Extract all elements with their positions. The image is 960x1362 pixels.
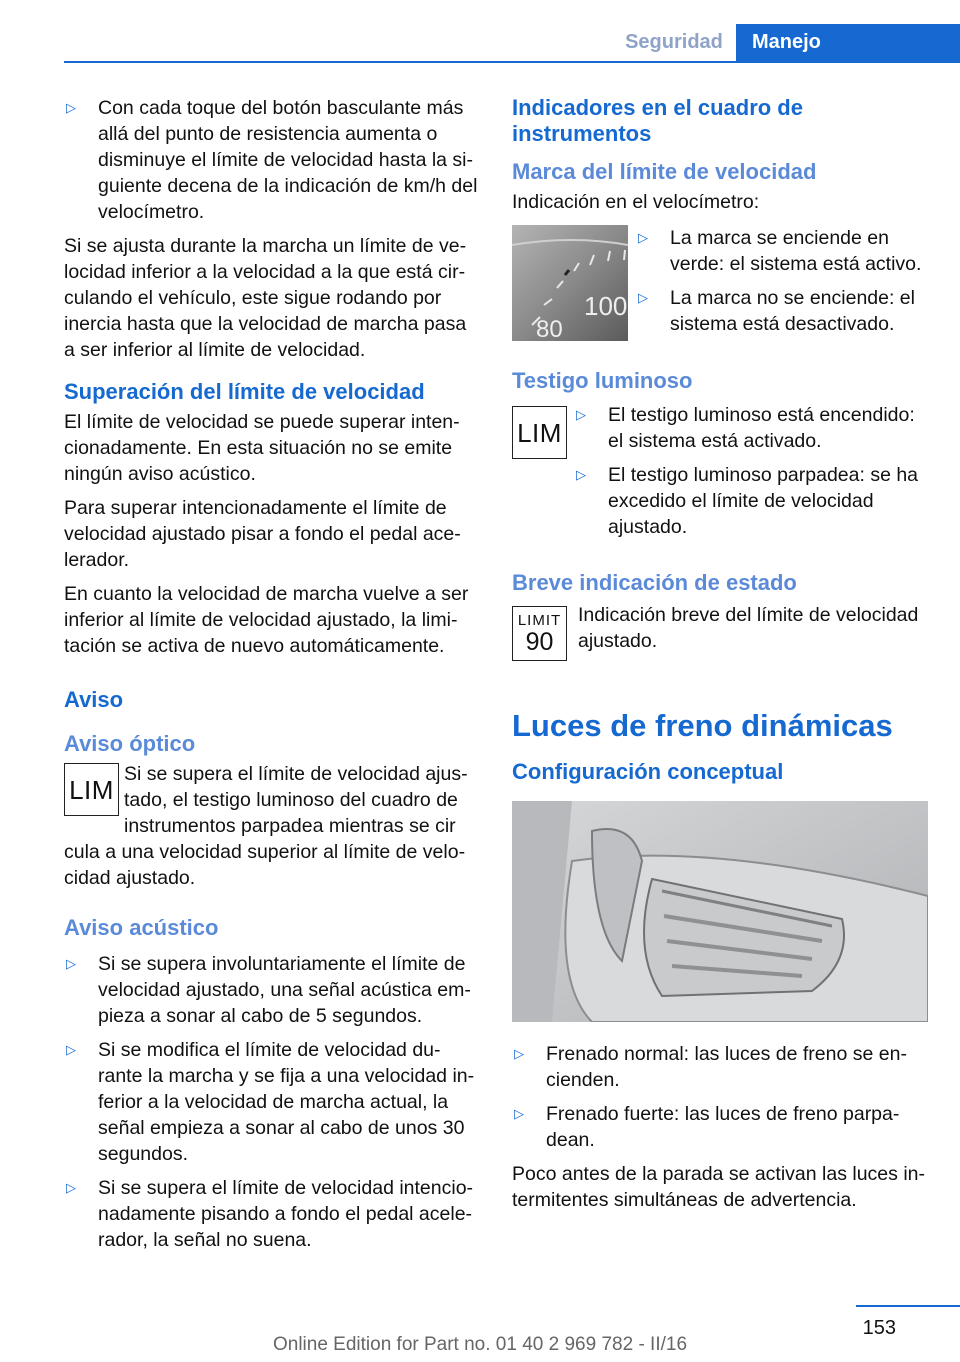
list-item (64, 951, 478, 1029)
paragraph: cula a una velocidad superior al límite de velocidad ajustado. (64, 841, 466, 889)
paragraph: Para superar intencionadamente el límite de velocidad ajustado pisar a fondo el pedal acelerador. (64, 497, 461, 571)
bullet-text: El testigo luminoso parpadea: se ha excedido el límite de velocidad ajustado. (608, 464, 919, 538)
footer-edition: Online Edition for Part no. 01 40 2 969 782 - II/16 (272, 1334, 688, 1355)
limit-90-icon (512, 606, 567, 661)
lim-indicator (512, 402, 574, 548)
speedometer-block (512, 225, 928, 348)
lim-warning-icon (64, 763, 119, 816)
list-item (512, 1101, 928, 1153)
bullet-triangle-icon: ▷ (576, 467, 586, 482)
lim-icon-label: LIM (69, 774, 114, 805)
limit-icon-line1: LIMIT (517, 611, 562, 629)
breve-block (512, 602, 928, 661)
section-heading: Aviso (64, 687, 124, 712)
list-item (64, 95, 478, 225)
lim-icon-label: LIM (517, 417, 562, 448)
testigo-block (512, 402, 928, 548)
paragraph: El límite de velocidad se puede superar intencionadamente. En esta situación no se emite ningún aviso acústico. (64, 411, 460, 485)
bullet-triangle-icon: ▷ (66, 1042, 76, 1057)
list-item (636, 285, 928, 337)
page-number: 153 (862, 1317, 896, 1339)
paragraph: En cuanto la velocidad de marcha vuelve a ser inferior al límite de velocidad ajustado, la limitación se activa de nuevo automáticamente. (64, 583, 469, 657)
paragraph: Si se ajusta durante la marcha un límite de velocidad inferior a la velocidad a la que está circulando el vehículo, este sigue rodando por inercia hasta que la velocidad de marcha pasa a ser inferior al límite de velocidad. (64, 235, 467, 361)
section-heading: Indicadores en el cuadro de instrumentos (512, 95, 803, 146)
paragraph: Si se supera el límite de velocidad ajustado, el testigo luminoso del cuadro de instrumentos parpadea mientras se cir (124, 763, 468, 837)
bullet-text: La marca no se enciende: el sistema está desactivado. (670, 287, 915, 335)
chapter-heading: Luces de freno dinámicas (512, 708, 893, 743)
list-item (512, 1041, 928, 1093)
bullet-text: El testigo luminoso está encendido: el sistema está activado. (608, 404, 915, 452)
section-heading: Configuración conceptual (512, 759, 784, 784)
header-rule (64, 61, 960, 63)
bullet-text: Con cada toque del botón basculante más allá del punto de resistencia aumenta o disminuye el límite de velocidad hasta la siguiente decena de la indicación de km/h del velocímetro. (98, 97, 478, 223)
bullet-triangle-icon: ▷ (66, 100, 76, 115)
subsection-heading: Aviso óptico (64, 731, 196, 756)
speedo-label-100: 100 (584, 291, 628, 321)
bullet-triangle-icon: ▷ (576, 407, 586, 422)
limit-indicator (512, 602, 578, 661)
list-item (64, 1175, 478, 1253)
subsection-heading: Testigo luminoso (512, 368, 693, 393)
tab-seguridad[interactable]: Seguridad (612, 24, 736, 61)
bullet-text: Si se supera el límite de velocidad intencionadamente pisando a fondo el pedal acelerador, la señal no suena. (98, 1177, 474, 1251)
speedometer-image-wrap (512, 225, 636, 348)
paragraph: Poco antes de la parada se activan las luces intermitentes simultáneas de advertencia. (512, 1163, 926, 1211)
subsection-heading: Breve indicación de estado (512, 570, 797, 595)
right-column (512, 95, 928, 1221)
list-item (574, 462, 928, 540)
bullet-triangle-icon: ▷ (638, 230, 648, 245)
list-item (64, 1037, 478, 1167)
subsection-heading: Aviso acústico (64, 915, 219, 940)
header-tabs (612, 24, 960, 61)
limit-icon-line2: 90 (525, 627, 554, 656)
bullet-triangle-icon: ▷ (638, 290, 648, 305)
testigo-list (574, 402, 928, 548)
bullet-triangle-icon: ▷ (66, 956, 76, 971)
taillight-image (512, 801, 928, 1022)
bullet-text: Frenado fuerte: las luces de freno parpadean. (546, 1103, 900, 1151)
section-heading: Superación del límite de velocidad (64, 379, 425, 404)
bullet-text: Si se supera involuntariamente el límite de velocidad ajustado, una señal acústica empieza a sonar al cabo de 5 segundos. (98, 953, 471, 1027)
lim-warning-icon (512, 406, 567, 459)
aviso-optico-block (64, 761, 478, 839)
lim-indicator (64, 761, 124, 839)
bullet-text: La marca se enciende en verde: el sistema está activo. (670, 227, 922, 275)
subsection-heading: Marca del límite de velocidad (512, 159, 817, 184)
tab-manejo[interactable]: Manejo (736, 24, 960, 61)
speedo-label-80: 80 (536, 316, 563, 341)
bullet-triangle-icon: ▷ (66, 1180, 76, 1195)
paragraph: Indicación en el velocímetro: (512, 191, 760, 213)
footer-rule (856, 1305, 960, 1307)
list-item (636, 225, 928, 277)
left-column (64, 95, 478, 1261)
marca-list (636, 225, 928, 348)
list-item (574, 402, 928, 454)
speedometer-image (512, 225, 628, 341)
bullet-text: Si se modifica el límite de velocidad durante la marcha y se fija a una velocidad inferior a la velocidad de marcha actual, la señal empieza a sonar al cabo de unos 30 segundos. (98, 1039, 475, 1165)
bullet-triangle-icon: ▷ (514, 1046, 524, 1061)
paragraph: Indicación breve del límite de velocidad ajustado. (578, 604, 919, 652)
bullet-text: Frenado normal: las luces de freno se encienden. (546, 1043, 907, 1091)
bullet-triangle-icon: ▷ (514, 1106, 524, 1121)
